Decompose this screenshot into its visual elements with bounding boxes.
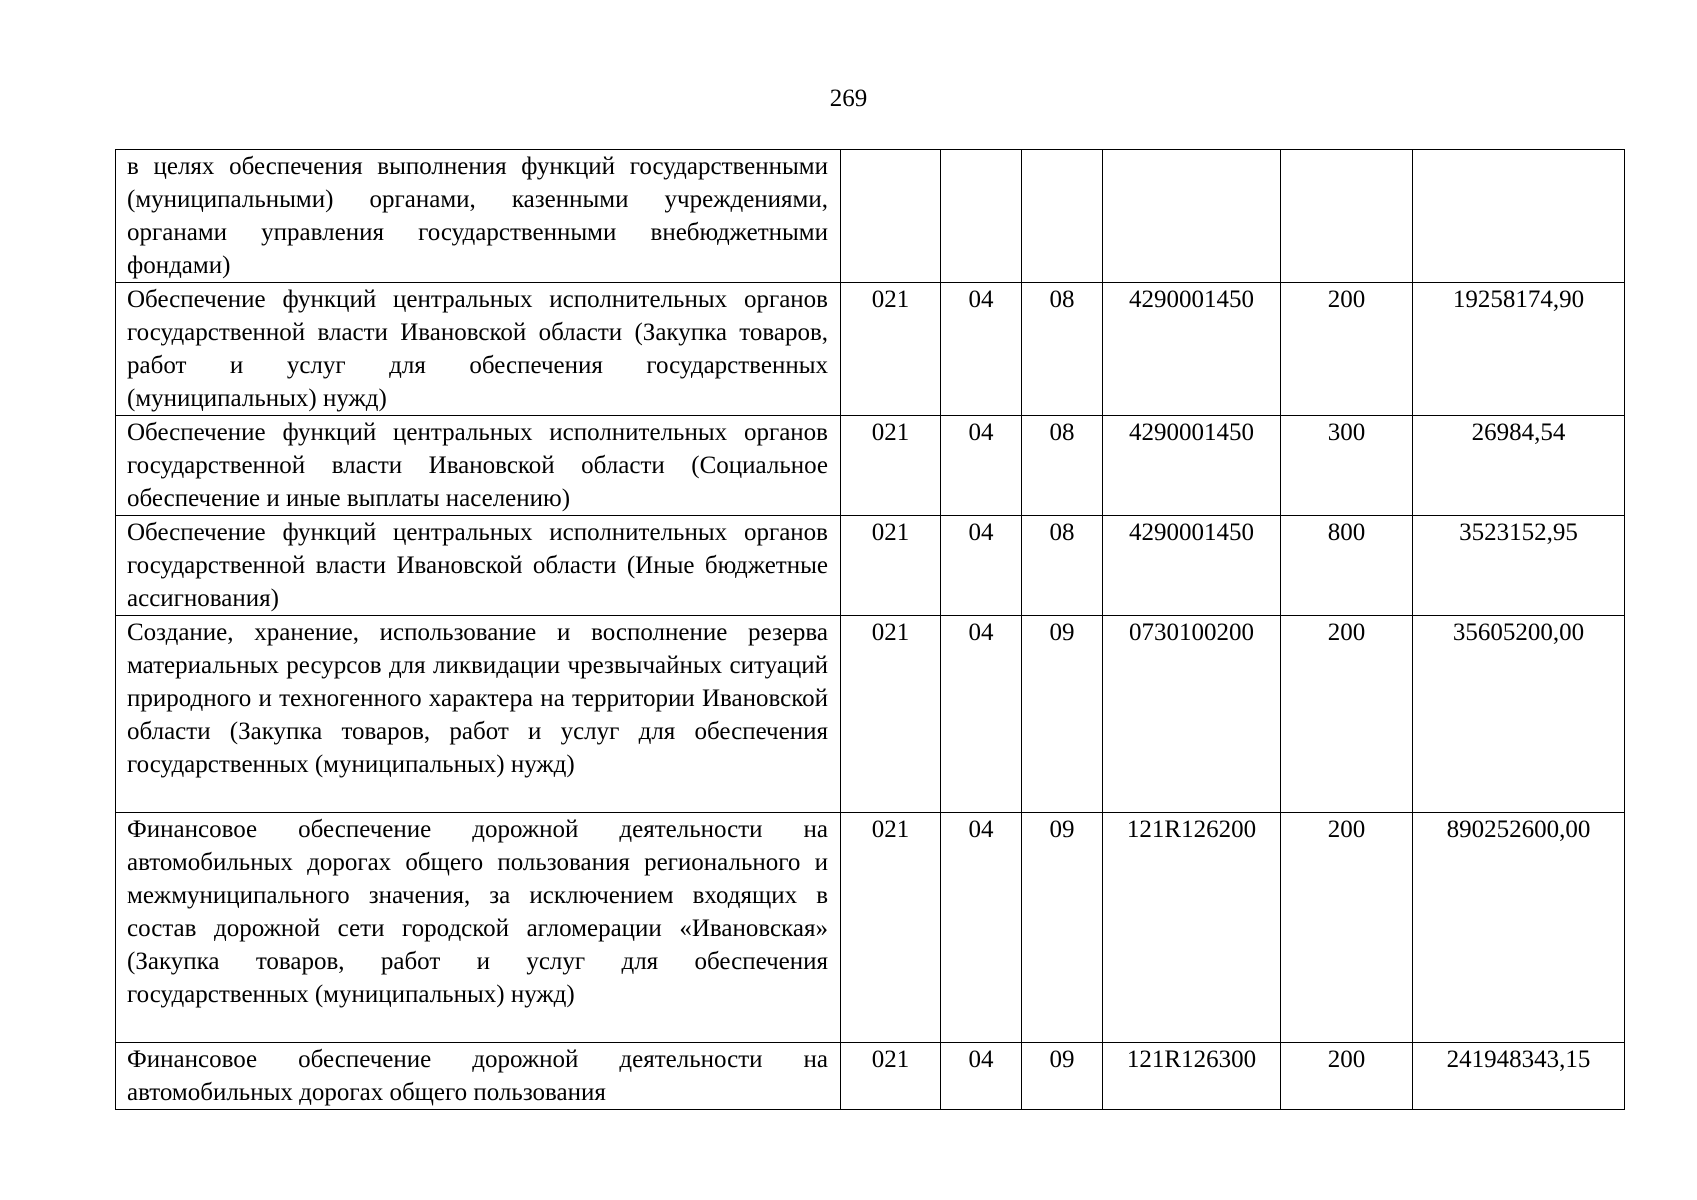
row-target-article: 121R126300: [1103, 1043, 1281, 1110]
row-target-article: 4290001450: [1103, 516, 1281, 616]
row-section: [941, 150, 1022, 283]
row-section: 04: [941, 813, 1022, 1043]
row-expense-type: 800: [1281, 516, 1413, 616]
row-subsection: [1022, 150, 1103, 283]
row-target-article: 121R126200: [1103, 813, 1281, 1043]
row-section: 04: [941, 283, 1022, 416]
row-subsection: 09: [1022, 813, 1103, 1043]
row-subsection: 09: [1022, 616, 1103, 813]
row-sum: 26984,54: [1413, 416, 1625, 516]
row-expense-type: 200: [1281, 283, 1413, 416]
row-grbs: 021: [841, 283, 941, 416]
row-sum: 19258174,90: [1413, 283, 1625, 416]
row-section: 04: [941, 416, 1022, 516]
row-sum: 890252600,00: [1413, 813, 1625, 1043]
table-row: [116, 416, 1625, 516]
table-row: [116, 283, 1625, 416]
row-target-article: 0730100200: [1103, 616, 1281, 813]
row-description: Обеспечение функций центральных исполнительных органов государственной власти Ивановской области (Закупка товаров, работ и услуг для обеспечения государственных (муниципальных) нужд): [116, 283, 841, 416]
row-section: 04: [941, 1043, 1022, 1110]
row-target-article: [1103, 150, 1281, 283]
row-grbs: 021: [841, 813, 941, 1043]
row-description: Финансовое обеспечение дорожной деятельности на автомобильных дорогах общего пользования регионального и межмуниципального значения, за исключением входящих в состав дорожной сети городской агломерации «Ивановская» (Закупка товаров, работ и услуг для обеспечения государственных (муниципальных) нужд): [116, 813, 841, 1043]
row-description: Обеспечение функций центральных исполнительных органов государственной власти Ивановской области (Иные бюджетные ассигнования): [116, 516, 841, 616]
table-row: [116, 813, 1625, 1043]
row-expense-type: 300: [1281, 416, 1413, 516]
row-subsection: 08: [1022, 416, 1103, 516]
row-target-article: 4290001450: [1103, 416, 1281, 516]
row-grbs: 021: [841, 1043, 941, 1110]
row-subsection: 09: [1022, 1043, 1103, 1110]
row-expense-type: [1281, 150, 1413, 283]
table-row: [116, 150, 1625, 283]
row-sum: 35605200,00: [1413, 616, 1625, 813]
row-description: в целях обеспечения выполнения функций государственными (муниципальными) органами, казенными учреждениями, органами управления государственными внебюджетными фондами): [116, 150, 841, 283]
row-expense-type: 200: [1281, 813, 1413, 1043]
table-row: [116, 1043, 1625, 1110]
page-number: 269: [829, 85, 868, 112]
row-grbs: [841, 150, 941, 283]
row-target-article: 4290001450: [1103, 283, 1281, 416]
row-grbs: 021: [841, 516, 941, 616]
row-sum: [1413, 150, 1625, 283]
row-subsection: 08: [1022, 283, 1103, 416]
table-row: [116, 516, 1625, 616]
row-grbs: 021: [841, 616, 941, 813]
row-description: Обеспечение функций центральных исполнительных органов государственной власти Ивановской области (Социальное обеспечение и иные выплаты населению): [116, 416, 841, 516]
row-description: Создание, хранение, использование и восполнение резерва материальных ресурсов для ликвидации чрезвычайных ситуаций природного и техногенного характера на территории Ивановской области (Закупка товаров, работ и услуг для обеспечения государственных (муниципальных) нужд): [116, 616, 841, 813]
row-sum: 241948343,15: [1413, 1043, 1625, 1110]
row-grbs: 021: [841, 416, 941, 516]
row-description: Финансовое обеспечение дорожной деятельности на автомобильных дорогах общего пользования: [116, 1043, 841, 1110]
table-row: [116, 616, 1625, 813]
row-expense-type: 200: [1281, 616, 1413, 813]
row-sum: 3523152,95: [1413, 516, 1625, 616]
row-section: 04: [941, 516, 1022, 616]
budget-table: [115, 149, 1625, 1110]
row-expense-type: 200: [1281, 1043, 1413, 1110]
row-subsection: 08: [1022, 516, 1103, 616]
row-section: 04: [941, 616, 1022, 813]
